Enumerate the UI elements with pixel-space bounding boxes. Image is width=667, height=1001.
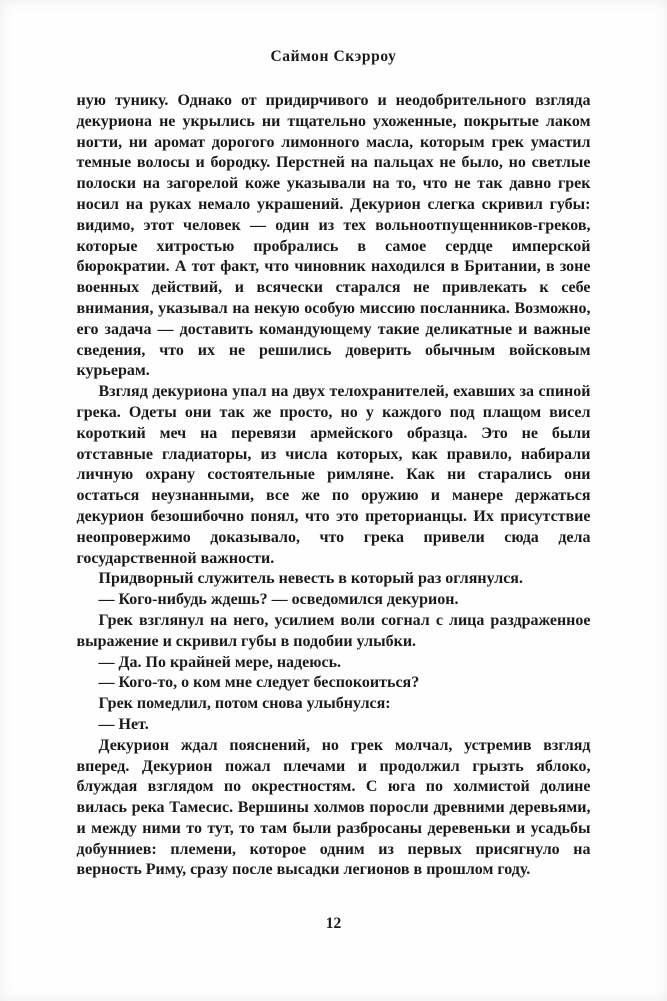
paragraph-dialogue: — Кого-нибудь ждешь? — осведомился декурион. <box>98 591 459 609</box>
paragraph-dialogue: — Да. По крайней мере, надеюсь. <box>98 653 342 671</box>
paragraph-dialogue: — Кого-то, о ком мне следует беспокоиться? <box>98 674 420 692</box>
page-text <box>77 91 591 881</box>
page-number: 12 <box>325 915 342 932</box>
paragraph: Придворный служитель невесть в который раз оглянулся. <box>98 570 523 588</box>
paragraph-dialogue: — Нет. <box>98 715 149 733</box>
paragraph: Взгляд декуриона упал на двух телохранителей, ехавших за спиной грека. Одеты они так же просто, но у каждого под плащом висел короткий меч на перевязи армейского образца. Это не были отставные гладиаторы, из числа которых, как правило, набирали личную охрану состоятельные римляне. Как ни старались они остаться неузнанными, все же по оружию и манере держаться декурион безошибочно понял, что это преторианцы. Их присутствие неопровержимо доказывало, что грека привели сюда дела государственной важности. <box>76 383 591 567</box>
paragraph: Декурион ждал пояснений, но грек молчал, устремив взгляд вперед. Декурион пожал плечами и продолжил грызть яблоко, блуждая взглядом по окрестностям. С юга по холмистой долине вилась река Тамесис. Вершины холмов поросли древними деревьями, и между ними то тут, то там были разбросаны деревеньки и усадьбы добунниев: племени, которое одним из первых присягнуло на верность Риму, сразу после высадки легионов в прошлом году. <box>76 736 591 879</box>
paragraph: Грек помедлил, потом снова улыбнулся: <box>98 695 391 713</box>
running-header-author: Саймон Скэрроу <box>270 48 397 65</box>
paragraph: Грек взглянул на него, усилием воли согнал с лица раздраженное выражение и скривил губы в подобии улыбки. <box>76 611 591 650</box>
paragraph: ную тунику. Однако от придирчивого и неодобрительного взгляда декуриона не укрылись ни тщательно ухоженные, покрытые лаком ногти, ни аромат дорогого лимонного масла, которым грек умастил темные волосы и бородку. Перстней на пальцах не было, но светлые полоски на загорелой коже указывали на то, что не так давно грек носил на руках немало украшений. Декурион слегка скривил губы: видимо, этот человек — один из тех вольноотпущенников-греков, которые хитростью пробрались в самое сердце имперской бюрократии. А тот факт, что чиновник находился в Британии, в зоне военных действий, и всячески старался не привлекать к себе внимания, указывал на некую особую миссию посланника. Возможно, его задача — доставить командующему такие деликатные и важные сведения, что их не решились доверить обычным войсковым курьерам. <box>76 92 591 380</box>
